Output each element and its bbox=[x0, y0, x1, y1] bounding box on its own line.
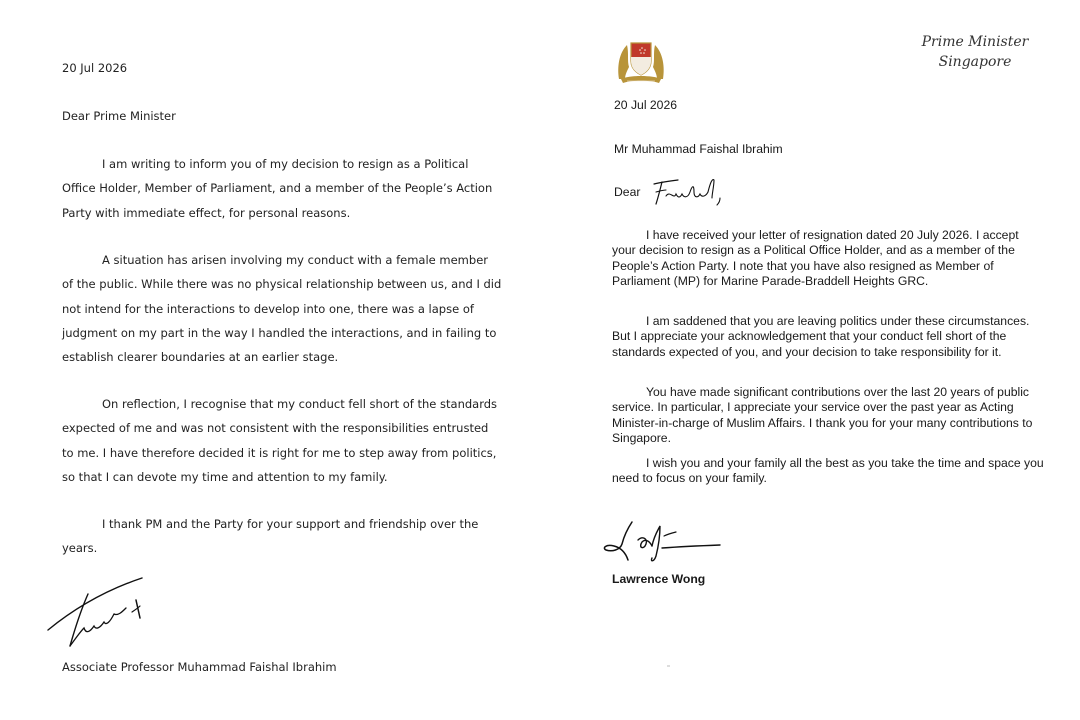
scan-speck bbox=[667, 665, 670, 667]
handwritten-signature-icon bbox=[602, 516, 722, 570]
letter-date: 20 Jul 2026 bbox=[614, 98, 678, 112]
letterhead-line: Singapore bbox=[938, 54, 1012, 70]
letter-signoff-name: Associate Professor Muhammad Faishal Ibrahim bbox=[62, 660, 337, 674]
letter-paragraph: I thank PM and the Party for your support and friendship over the years. bbox=[62, 517, 479, 556]
handwritten-name-icon bbox=[648, 174, 728, 208]
coat-of-arms-crest-icon bbox=[615, 35, 667, 85]
letter-paragraph: A situation has arisen involving my conduct with a female member of the public. While there was no physical relationship between us, and I did not intend for the interactions to develop into one, there was a lapse of judgment on my part in the way I handled the interactions, and in failing to establish clearer boundaries at an earlier stage. bbox=[62, 253, 502, 365]
letter-signoff-name: Lawrence Wong bbox=[612, 572, 706, 586]
letter-paragraph: I am writing to inform you of my decision to resign as a Political Office Holder, Member of Parliament, and a member of the People’s Action Party with immediate effect, for personal reasons. bbox=[62, 157, 493, 220]
letter-paragraph: I wish you and your family all the best as you take the time and space you need to focus on your family. bbox=[612, 456, 1044, 486]
office-letterhead bbox=[900, 32, 1050, 72]
handwritten-signature-icon bbox=[40, 572, 160, 652]
letter-addressee: Mr Muhammad Faishal Ibrahim bbox=[614, 142, 783, 156]
letter-paragraph: I am saddened that you are leaving politics under these circumstances. But I appreciate your acknowledgement that your conduct fell short of the standards expected of you, and your decision to take responsibility for it. bbox=[612, 314, 1030, 359]
reply-letter bbox=[540, 0, 1080, 720]
letter-paragraph: I have received your letter of resignation dated 20 July 2026. I accept your decision to resign as a Political Office Holder, and as a member of the People’s Action Party. I note that you have also resigned as Member of Parliament (MP) for Marine Parade-Braddell Heights GRC. bbox=[612, 228, 1019, 289]
letter-date: 20 Jul 2026 bbox=[62, 61, 128, 75]
letter-paragraph: You have made significant contributions over the last 20 years of public service. In particular, I appreciate your service over the past year as Acting Minister-in-charge of Muslim Affairs. I thank you for your many contributions to Singapore. bbox=[612, 385, 1033, 446]
letter-paragraph: On reflection, I recognise that my conduct fell short of the standards expected of me and was not consistent with the responsibilities entrusted to me. I have therefore decided it is right for me to step away from politics, so that I can devote my time and attention to my family. bbox=[62, 397, 498, 484]
letter-salutation: Dear Prime Minister bbox=[62, 109, 176, 123]
letter-salutation: Dear bbox=[614, 185, 641, 199]
letterhead-line: Prime Minister bbox=[921, 34, 1029, 50]
